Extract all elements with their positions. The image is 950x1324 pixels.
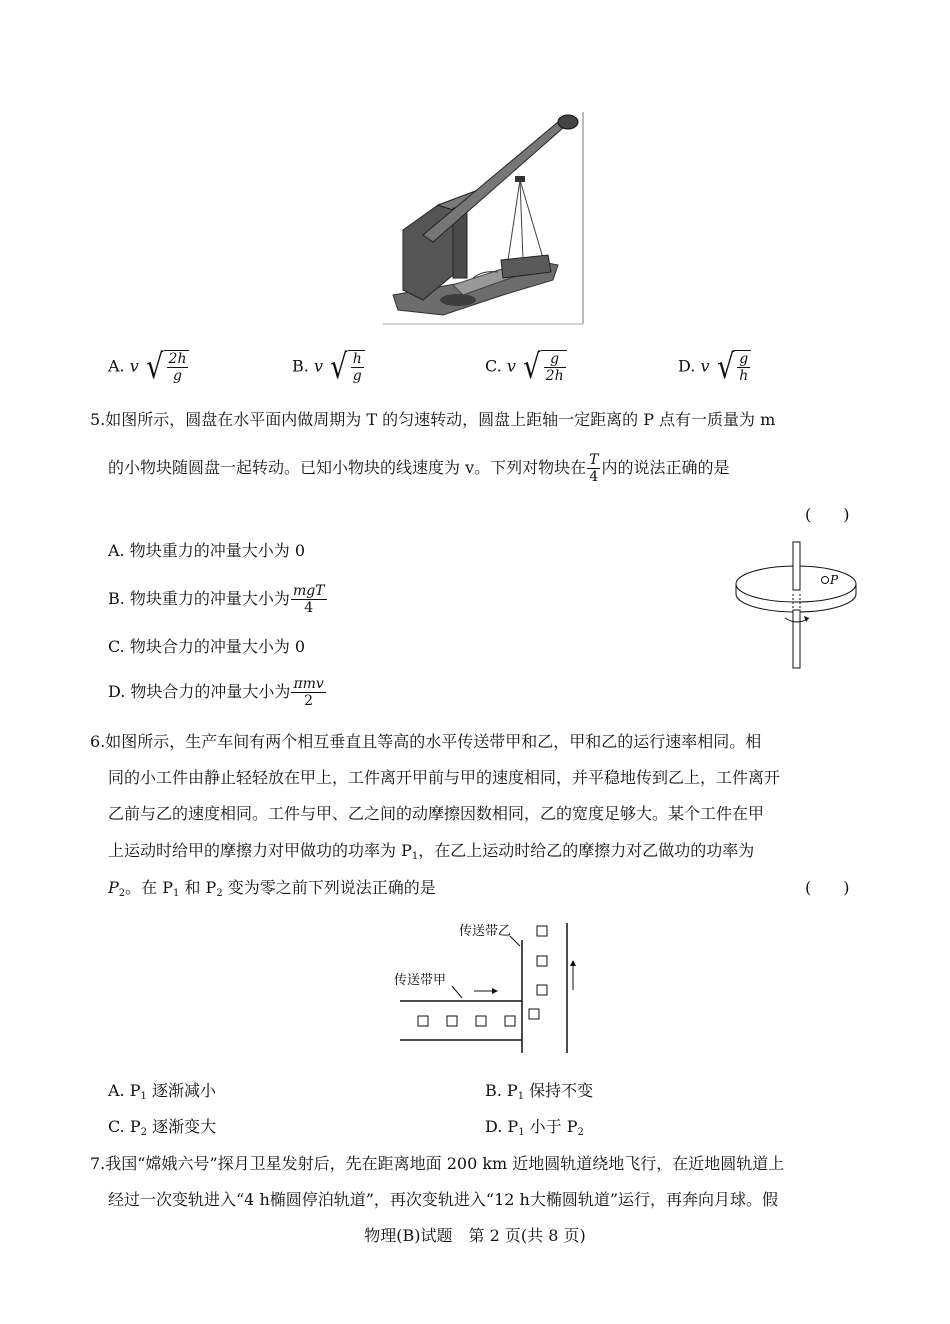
q6-line-5: $P_2$。在 $P_1$ 和 $P_2$ 变为零之前下列说法正确的是 [108, 878, 436, 899]
q4-option-c[interactable]: C. v √ $\frac{g}{2h}$ [485, 350, 567, 384]
page-footer: 物理(B)试题 第 2 页(共 8 页) [364, 1226, 586, 1245]
belt-b-label: 传送带乙 [459, 924, 512, 939]
point-p-label: P [830, 573, 839, 587]
q5-line-1: 5.如图所示，圆盘在水平面内做周期为 T 的匀速转动，圆盘上距轴一定距离的 P 点有一质量为 m [90, 410, 776, 429]
q6-line-4: 上运动时给甲的摩擦力对甲做功的功率为 $P_1$，在乙上运动时给乙的摩擦力对乙做功的功率为 [108, 841, 755, 862]
trebuchet-image [383, 110, 586, 325]
rotating-disc-figure [733, 538, 863, 673]
conveyor-belt-figure [392, 918, 582, 1058]
q4-option-d[interactable]: D. v √ $\frac{g}{h}$ [678, 350, 751, 384]
q6-line-3: 乙前与乙的速度相同。工件与甲、乙之间的动摩擦因数相同，乙的宽度足够大。某个工件在甲 [108, 804, 765, 823]
q6-option-a[interactable]: A. $P_1$ 逐渐减小 [108, 1081, 216, 1102]
q4-option-a[interactable]: A. v √ $\frac{2h}{g}$ [108, 350, 189, 384]
q5-option-d[interactable]: D. 物块合力的冲量大小为 $\frac{\text{πmv}}{2}$ [108, 676, 324, 709]
q5-answer-paren: ( ) [805, 505, 850, 524]
q5-option-c[interactable]: C. 物块合力的冲量大小为 0 [108, 637, 306, 656]
q6-option-b[interactable]: B. $P_1$ 保持不变 [485, 1081, 594, 1102]
q4-option-b[interactable]: B. v √ $\frac{h}{g}$ [292, 350, 365, 384]
q7-line-1: 7.我国“嫦娥六号”探月卫星发射后，先在距离地面 200 km 近地圆轨道绕地飞行，在近地圆轨道上 [90, 1154, 785, 1173]
q5-option-a[interactable]: A. 物块重力的冲量大小为 0 [108, 541, 305, 560]
q6-answer-paren: ( ) [805, 878, 850, 897]
q5-line-2: 的小物块随圆盘一起转动。已知小物块的线速度为 v。下列对物块在 $\frac{T}{4}$ 内的说法正确的是 [108, 452, 730, 485]
q6-line-2: 同的小工件由静止轻轻放在甲上，工件离开甲前与甲的速度相同，并平稳地传到乙上，工件离开 [108, 768, 781, 787]
q5-option-b[interactable]: B. 物块重力的冲量大小为 $\frac{\text{mgT}}{4}$ [108, 583, 325, 616]
q4-option-a-label: A. [108, 356, 125, 376]
q6-option-c[interactable]: C. $P_2$ 逐渐变大 [108, 1117, 217, 1138]
q6-option-d[interactable]: D. $P_1$ 小于 $P_2$ [485, 1117, 584, 1138]
q6-line-1: 6.如图所示，生产车间有两个相互垂直且等高的水平传送带甲和乙，甲和乙的运行速率相同。相 [90, 732, 762, 751]
q7-line-2: 经过一次变轨进入“4 h椭圆停泊轨道”，再次变轨进入“12 h大椭圆轨道”运行，再奔向月球。假 [108, 1190, 779, 1209]
belt-a-label: 传送带甲 [394, 973, 447, 988]
